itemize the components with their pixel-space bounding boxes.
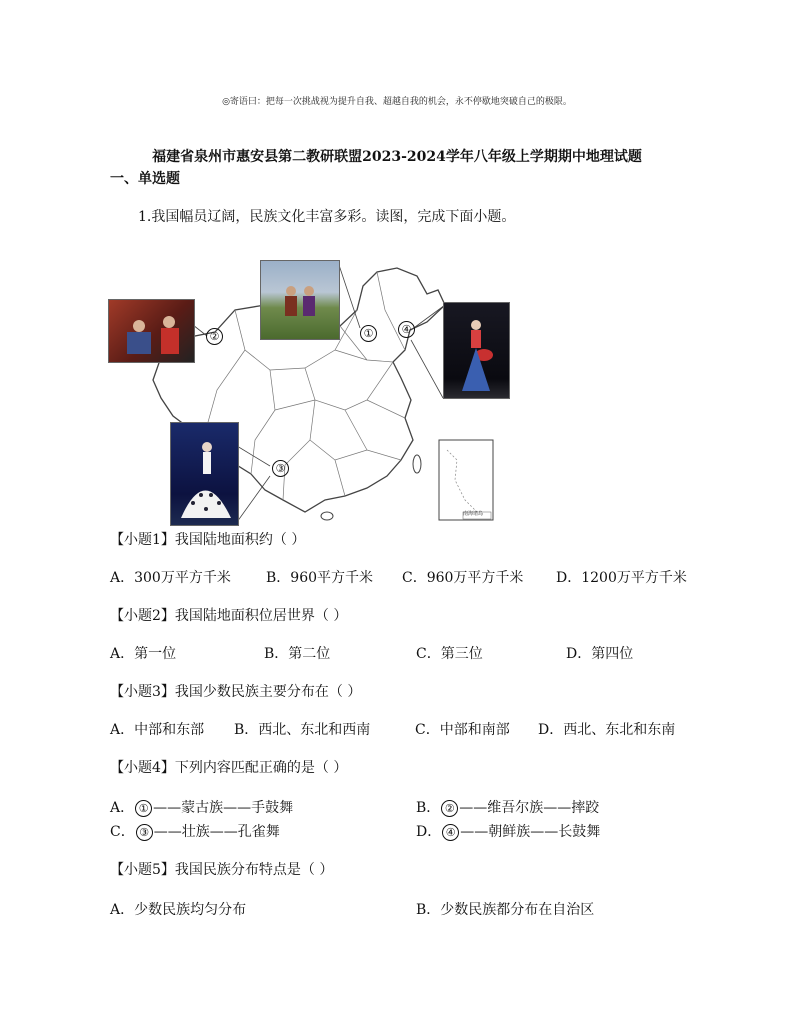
motto: ◎寄语曰：把每一次挑战视为提升自我、超越自我的机会，永不停歇地突破自己的极限。	[222, 97, 572, 107]
section-heading: 一、单选题	[110, 171, 180, 187]
question-3-label: 【小题3】我国少数民族主要分布在（ ）	[110, 684, 362, 700]
q5-option-a[interactable]: A．少数民族均匀分布	[110, 902, 247, 918]
q1-option-b[interactable]: B．960平方千米	[266, 570, 374, 586]
marker-1: ①	[360, 325, 377, 342]
q2-option-c[interactable]: C．第三位	[416, 646, 483, 662]
q2-option-a[interactable]: A．第一位	[110, 646, 177, 662]
q3-option-d[interactable]: D．西北、东北和东南	[538, 722, 676, 738]
q4-option-a[interactable]	[110, 797, 293, 817]
exam-title: 福建省泉州市惠安县第二教研联盟2023-2024学年八年级上学期期中地理试题	[152, 149, 642, 165]
question-stem: 1.我国幅员辽阔，民族文化丰富多彩。读图，完成下面小题。	[138, 209, 516, 225]
q1-option-a[interactable]: A．300万平方千米	[110, 570, 231, 586]
marker-2: ②	[206, 328, 223, 345]
option-text: ——朝鲜族——长鼓舞	[460, 824, 601, 840]
marker-1-ref: ①	[135, 800, 152, 817]
q5-option-b[interactable]: B．少数民族都分布在自治区	[416, 902, 595, 918]
marker-3-ref: ③	[136, 824, 153, 841]
question-2-label: 【小题2】我国陆地面积位居世界（ ）	[110, 608, 348, 624]
photo-korean-drum-dance	[443, 302, 510, 399]
marker-4-ref: ④	[442, 824, 459, 841]
inset-label: 南海诸岛	[463, 511, 484, 517]
q3-option-a[interactable]: A．中部和东部	[110, 722, 205, 738]
south-china-sea-inset	[439, 440, 493, 520]
photo-peacock-dance	[170, 422, 239, 526]
option-text: ——维吾尔族——摔跤	[459, 800, 600, 816]
photo-uyghur-dance	[108, 299, 195, 363]
option-prefix: B．	[416, 800, 441, 816]
q4-option-b[interactable]	[416, 797, 599, 817]
marker-2-ref: ②	[441, 800, 458, 817]
option-prefix: A．	[110, 800, 135, 816]
q4-option-d[interactable]	[416, 821, 600, 841]
q4-option-c[interactable]	[110, 821, 280, 841]
q1-option-c[interactable]: C．960万平方千米	[402, 570, 524, 586]
option-text: ——壮族——孔雀舞	[153, 824, 280, 840]
question-4-label: 【小题4】下列内容匹配正确的是（ ）	[110, 760, 348, 776]
q2-option-d[interactable]: D．第四位	[566, 646, 634, 662]
option-prefix: C．	[110, 824, 135, 840]
option-text: ——蒙古族——手鼓舞	[153, 800, 294, 816]
marker-3: ③	[272, 460, 289, 477]
question-5-label: 【小题5】我国民族分布特点是（ ）	[110, 862, 334, 878]
q1-option-d[interactable]: D．1200万平方千米	[556, 570, 687, 586]
q3-option-c[interactable]: C．中部和南部	[415, 722, 510, 738]
question-1-label: 【小题1】我国陆地面积约（ ）	[110, 532, 306, 548]
marker-4: ④	[398, 321, 415, 338]
photo-mongolian-wrestling	[260, 260, 340, 340]
q3-option-b[interactable]: B．西北、东北和西南	[234, 722, 371, 738]
china-map-figure	[105, 250, 515, 530]
q2-option-b[interactable]: B．第二位	[264, 646, 331, 662]
option-prefix: D．	[416, 824, 442, 840]
